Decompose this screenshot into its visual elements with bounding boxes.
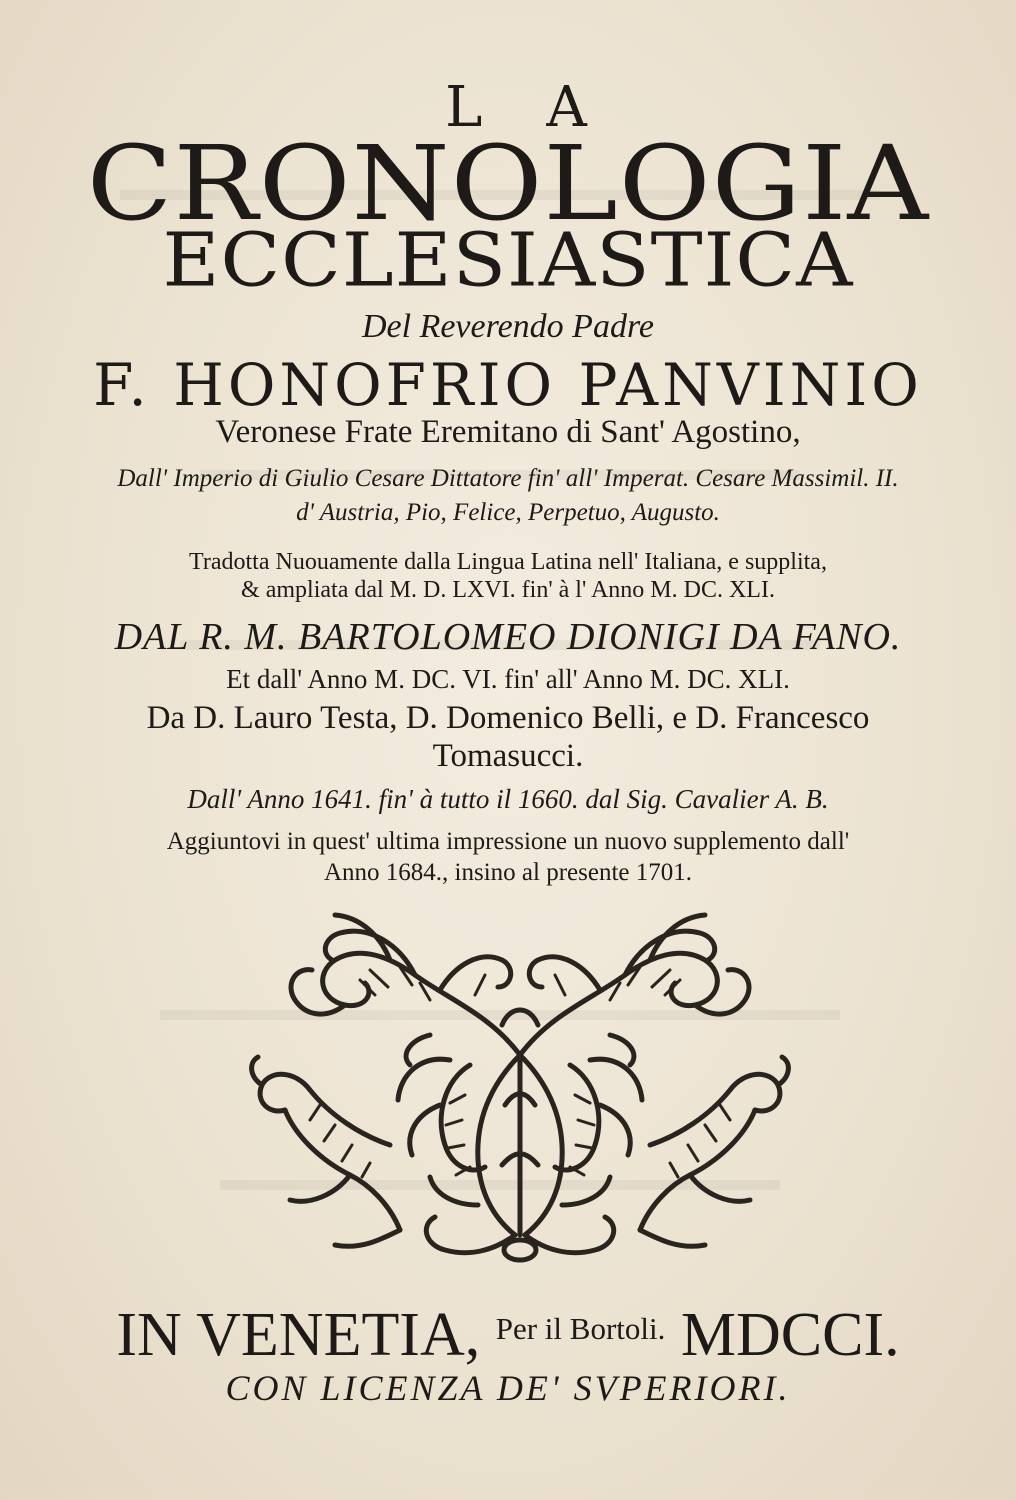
imprint-year: MDCCI. [680, 1301, 900, 1369]
supplement-line-2: Anno 1684., insino al presente 1701. [323, 859, 692, 886]
continuators-line-1: Da D. Lauro Testa, D. Domenico Belli, e D. Francesco [146, 700, 870, 736]
author-intro: Del Reverendo Padre [361, 308, 655, 345]
translator-line: DAL R. M. BARTOLOMEO DIONIGI DA FANO. [114, 616, 902, 658]
scope-line-2: d' Austria, Pio, Felice, Perpetuo, Augusto. [296, 499, 720, 526]
continuators-line-2: Tomasucci. [432, 738, 584, 774]
translation-line-1: Tradotta Nuouamente dalla Lingua Latina nell' Italiana, e supplita, [189, 549, 827, 575]
title-line-2: ECCLESIASTICA [162, 218, 854, 304]
imprint-printer: Per il Bortoli. [495, 1311, 666, 1346]
supplement-line-1: Aggiuntovi in quest' ultima impressione un nuovo supplemento dall' [166, 828, 850, 855]
author-description: Veronese Frate Eremitano di Sant' Agostino, [215, 414, 801, 450]
scope-line-1: Dall' Imperio di Giulio Cesare Dittatore fin' all' Imperat. Cesare Massimil. II. [117, 465, 899, 492]
translation-line-2: & ampliata dal M. D. LXVI. fin' à l' Anno M. DC. XLI. [241, 577, 775, 603]
title-article: LA [445, 75, 651, 140]
license-line: CON LICENZA DE' SVPERIORI. [225, 1368, 791, 1408]
author-name: F. HONOFRIO PANVINIO [93, 351, 923, 419]
imprint-line [0, 1301, 1016, 1369]
imprint-place: IN VENETIA, [116, 1301, 481, 1369]
continuation-line-1: Et dall' Anno M. DC. VI. fin' all' Anno M. DC. XLI. [226, 664, 790, 694]
woodcut-acanthus-ornament-icon [240, 905, 800, 1270]
title-line-1: CRONOLOGIA [86, 124, 930, 244]
continuation-line-2: Dall' Anno 1641. fin' à tutto il 1660. dal Sig. Cavalier A. B. [187, 784, 829, 814]
